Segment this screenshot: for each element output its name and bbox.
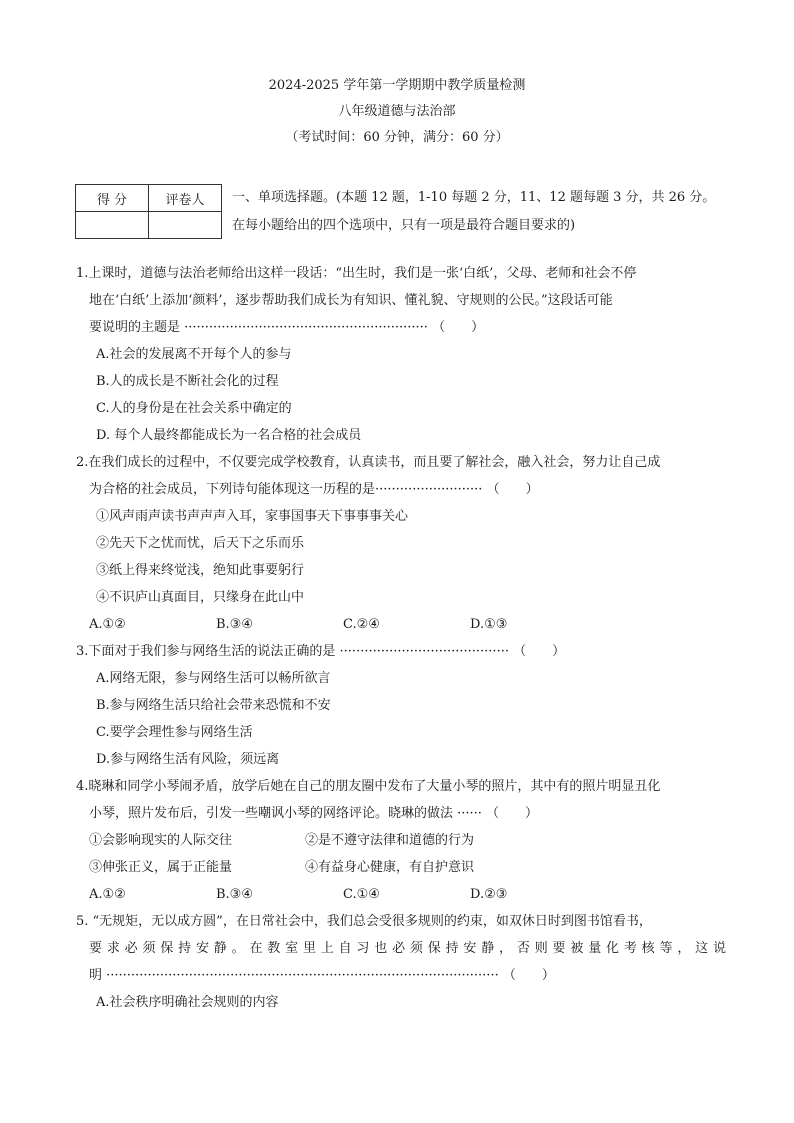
section-line-2: 在每小题给出的四个选项中，只有一项是最符合题目要求的) [232,218,576,233]
statement-item: ④有益身心健康，有自护意识 [305,860,475,875]
statement-item: ②先天下之忧而忧，后天下之乐而乐 [96,536,305,551]
exam-title: 2024-2025 学年第一学期期中教学质量检测 [268,78,526,93]
option-b[interactable]: B.人的成长是不断社会化的过程 [96,374,279,389]
question-text: 要说明的主题是 ··························································· （ ） [89,320,485,335]
question-text: 3.下面对于我们参与网络生活的说法正确的是 ········································· （ ） [76,644,566,659]
options-row [76,881,726,908]
question-text: 4.晓琳和同学小琴闹矛盾，放学后她在自己的朋友圈中发布了大量小琴的照片，其中有的照片明显丑化 [76,779,661,794]
question-text: 5. “无规矩，无以成方圆”，在日常社会中，我们总会受很多规则的约束，如双休日时到图书馆看书， [76,914,652,929]
statement-row [76,854,726,881]
option-a[interactable]: A.社会的发展离不开每个人的参与 [96,347,292,362]
exam-header [0,76,794,154]
option-d[interactable]: D.②③ [470,887,508,902]
exam-info: （考试时间：60 分钟，满分：60 分） [285,130,509,145]
option-b[interactable]: B.③④ [216,887,253,902]
question-text: 明 ······························································································· （ ） [89,968,555,983]
statement-item: ②是不遵守法律和道德的行为 [305,833,475,848]
option-d[interactable]: D. 每个人最终都能成长为一名合格的社会成员 [96,428,362,443]
exam-subject: 八年级道德与法治部 [338,104,456,119]
option-c[interactable]: C.②④ [343,617,380,632]
option-b[interactable]: B.参与网络生活只给社会带来恐慌和不安 [96,698,331,713]
grader-header: 评卷人 [149,185,222,212]
question-3 [76,638,726,773]
section-instructions [232,184,732,240]
statement-item: ③伸张正义，属于正能量 [89,860,233,875]
score-cell[interactable] [76,212,149,239]
question-5 [76,908,726,1016]
question-text: 要求必须保持安静。在教室里上自习也必须保持安静，否则要被量化考核等，这说 [89,941,726,956]
question-text: 2.在我们成长的过程中，不仅要完成学校教育，认真读书，而且要了解社会，融入社会，努力让自己成 [76,455,661,470]
question-list [76,260,726,1016]
option-a[interactable]: A.网络无限，参与网络生活可以畅所欲言 [96,671,331,686]
option-a[interactable]: A.①② [89,887,126,902]
option-c[interactable]: C.①④ [343,887,380,902]
option-d[interactable]: D.①③ [470,617,508,632]
statement-item: ①会影响现实的人际交往 [89,833,233,848]
grader-cell[interactable] [149,212,222,239]
statement-row [76,827,726,854]
question-2 [76,449,726,638]
statement-item: ①风声雨声读书声声声入耳，家事国事天下事事事关心 [96,509,409,524]
statement-item: ④不识庐山真面目，只缘身在此山中 [96,590,305,605]
question-text: 小琴，照片发布后，引发一些嘲讽小琴的网络评论。晓琳的做法 ······ （ ） [89,806,539,821]
option-a[interactable]: A.社会秩序明确社会规则的内容 [96,995,279,1010]
option-c[interactable]: C.人的身份是在社会关系中确定的 [96,401,292,416]
option-a[interactable]: A.①② [89,617,126,632]
option-b[interactable]: B.③④ [216,617,253,632]
score-header: 得 分 [76,185,149,212]
score-table [75,184,222,239]
question-text: 为合格的社会成员，下列诗句能体现这一历程的是·························· （ ） [89,482,539,497]
options-row [76,611,726,638]
question-text: 地在‘白纸’上添加‘颜料’，逐步帮助我们成长为有知识、懂礼貌、守规则的公民。”这段话可能 [89,293,613,308]
statement-item: ③纸上得来终觉浅，绝知此事要躬行 [96,563,305,578]
question-text: 1.上课时，道德与法治老师给出这样一段话：“出生时，我们是一张‘白纸’，父母、老师和社会不停 [76,266,637,281]
option-d[interactable]: D.参与网络生活有风险，须远离 [96,752,280,767]
section-line-1: 一、单项选择题。(本题 12 题，1-10 每题 2 分，11、12 题每题 3 分，共 26 分。 [232,190,716,205]
question-1 [76,260,726,449]
question-4 [76,773,726,908]
option-c[interactable]: C.要学会理性参与网络生活 [96,725,253,740]
